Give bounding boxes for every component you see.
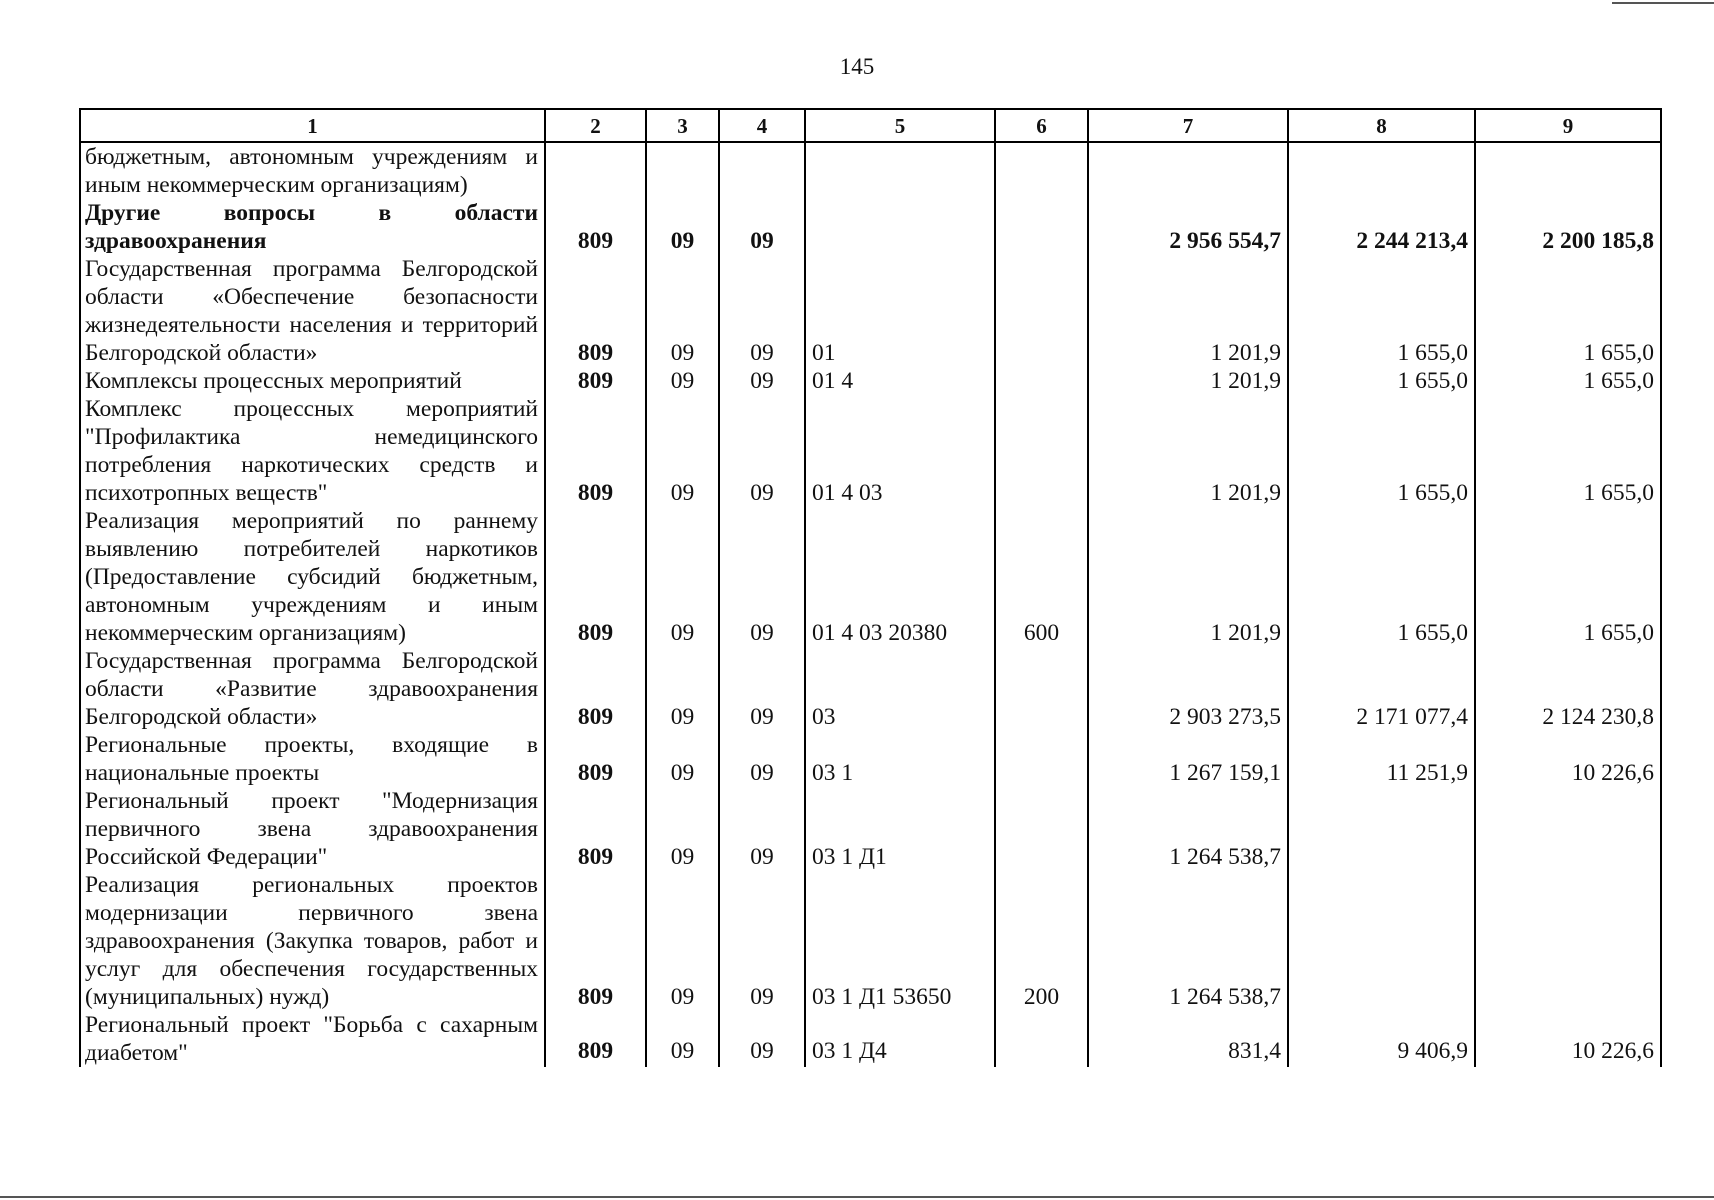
cell-section: 09 xyxy=(646,255,719,367)
row-name: Региональный проект "Борьба с сахарным диабетом" xyxy=(80,1011,545,1067)
cell-amount-col9: 10 226,6 xyxy=(1475,731,1661,787)
cell-subsection: 09 xyxy=(719,731,805,787)
cell-ministry: 809 xyxy=(545,199,646,255)
cell-amount-col8: 11 251,9 xyxy=(1288,731,1475,787)
cell-expense-type xyxy=(995,395,1088,507)
col-header-4: 4 xyxy=(719,109,805,142)
cell-section: 09 xyxy=(646,367,719,395)
cell-amount-col9: 2 124 230,8 xyxy=(1475,647,1661,731)
cell-subsection: 09 xyxy=(719,507,805,647)
table-row xyxy=(80,255,1661,367)
row-name: Комплекс процессных мероприятий "Профилактика немедицинского потребления наркотических средств и психотропных веществ" xyxy=(80,395,545,507)
cell-target-article: 03 1 Д4 xyxy=(805,1011,995,1067)
cell-section: 09 xyxy=(646,507,719,647)
cell-expense-type xyxy=(995,787,1088,871)
cell-subsection: 09 xyxy=(719,395,805,507)
cell-amount-col9: 1 655,0 xyxy=(1475,507,1661,647)
cell-amount-col8: 1 655,0 xyxy=(1288,255,1475,367)
table-row xyxy=(80,367,1661,395)
scan-edge-top-right xyxy=(1612,2,1714,4)
cell-expense-type xyxy=(995,647,1088,731)
cell-amount-col7: 1 264 538,7 xyxy=(1088,787,1288,871)
cell-expense-type xyxy=(995,142,1088,199)
cell-amount-col7: 2 956 554,7 xyxy=(1088,199,1288,255)
cell-amount-col7: 1 267 159,1 xyxy=(1088,731,1288,787)
row-name: Другие вопросы в области здравоохранения xyxy=(80,199,545,255)
cell-amount-col9: 10 226,6 xyxy=(1475,1011,1661,1067)
table-row xyxy=(80,787,1661,871)
cell-section: 09 xyxy=(646,871,719,1011)
cell-amount-col7: 1 201,9 xyxy=(1088,395,1288,507)
cell-subsection: 09 xyxy=(719,1011,805,1067)
cell-amount-col9: 1 655,0 xyxy=(1475,367,1661,395)
cell-section: 09 xyxy=(646,731,719,787)
cell-amount-col7: 831,4 xyxy=(1088,1011,1288,1067)
cell-ministry: 809 xyxy=(545,367,646,395)
cell-amount-col9: 1 655,0 xyxy=(1475,395,1661,507)
col-header-9: 9 xyxy=(1475,109,1661,142)
cell-section xyxy=(646,142,719,199)
cell-section: 09 xyxy=(646,647,719,731)
cell-target-article: 03 xyxy=(805,647,995,731)
cell-amount-col8: 9 406,9 xyxy=(1288,1011,1475,1067)
cell-subsection: 09 xyxy=(719,255,805,367)
cell-ministry: 809 xyxy=(545,647,646,731)
budget-table xyxy=(79,108,1662,1067)
cell-amount-col9 xyxy=(1475,871,1661,1011)
cell-target-article: 01 4 03 20380 xyxy=(805,507,995,647)
page-number: 145 xyxy=(839,54,875,79)
table-row xyxy=(80,647,1661,731)
row-name: Комплексы процессных мероприятий xyxy=(80,367,545,395)
cell-subsection: 09 xyxy=(719,871,805,1011)
table-row xyxy=(80,731,1661,787)
cell-ministry: 809 xyxy=(545,255,646,367)
cell-target-article: 03 1 Д1 53650 xyxy=(805,871,995,1011)
cell-ministry xyxy=(545,142,646,199)
cell-section: 09 xyxy=(646,395,719,507)
cell-amount-col8: 1 655,0 xyxy=(1288,367,1475,395)
cell-subsection: 09 xyxy=(719,199,805,255)
cell-subsection: 09 xyxy=(719,647,805,731)
cell-section: 09 xyxy=(646,1011,719,1067)
header-row xyxy=(80,109,1661,142)
cell-amount-col7: 2 903 273,5 xyxy=(1088,647,1288,731)
col-header-6: 6 xyxy=(995,109,1088,142)
cell-ministry: 809 xyxy=(545,787,646,871)
cell-target-article xyxy=(805,142,995,199)
cell-expense-type xyxy=(995,255,1088,367)
cell-target-article: 01 4 xyxy=(805,367,995,395)
cell-subsection: 09 xyxy=(719,787,805,871)
cell-ministry: 809 xyxy=(545,395,646,507)
cell-amount-col9: 2 200 185,8 xyxy=(1475,199,1661,255)
col-header-7: 7 xyxy=(1088,109,1288,142)
row-name: Государственная программа Белгородской области «Обеспечение безопасности жизнедеятельности населения и территорий Белгородской области» xyxy=(80,255,545,367)
cell-amount-col7: 1 201,9 xyxy=(1088,255,1288,367)
cell-amount-col8: 1 655,0 xyxy=(1288,395,1475,507)
row-name: Региональные проекты, входящие в национальные проекты xyxy=(80,731,545,787)
table-body xyxy=(80,142,1661,1067)
cell-subsection: 09 xyxy=(719,367,805,395)
table-row xyxy=(80,199,1661,255)
cell-amount-col7 xyxy=(1088,142,1288,199)
col-header-2: 2 xyxy=(545,109,646,142)
cell-section: 09 xyxy=(646,787,719,871)
cell-amount-col9 xyxy=(1475,142,1661,199)
cell-ministry: 809 xyxy=(545,871,646,1011)
cell-ministry: 809 xyxy=(545,731,646,787)
table-row xyxy=(80,507,1661,647)
cell-target-article: 01 4 03 xyxy=(805,395,995,507)
cell-target-article: 03 1 Д1 xyxy=(805,787,995,871)
cell-amount-col8 xyxy=(1288,142,1475,199)
row-name: Реализация региональных проектов модернизации первичного звена здравоохранения (Закупка товаров, работ и услуг для обеспечения государственных (муниципальных) нужд) xyxy=(80,871,545,1011)
cell-target-article: 03 1 xyxy=(805,731,995,787)
cell-expense-type xyxy=(995,1011,1088,1067)
col-header-1: 1 xyxy=(80,109,545,142)
cell-target-article: 01 xyxy=(805,255,995,367)
cell-expense-type xyxy=(995,731,1088,787)
scan-edge-bottom xyxy=(0,1196,1714,1198)
table-row xyxy=(80,1011,1661,1067)
cell-amount-col7: 1 201,9 xyxy=(1088,507,1288,647)
cell-expense-type: 200 xyxy=(995,871,1088,1011)
cell-expense-type: 600 xyxy=(995,507,1088,647)
cell-amount-col8 xyxy=(1288,871,1475,1011)
cell-amount-col9 xyxy=(1475,787,1661,871)
cell-amount-col7: 1 264 538,7 xyxy=(1088,871,1288,1011)
col-header-5: 5 xyxy=(805,109,995,142)
cell-section: 09 xyxy=(646,199,719,255)
cell-amount-col7: 1 201,9 xyxy=(1088,367,1288,395)
cell-amount-col8: 1 655,0 xyxy=(1288,507,1475,647)
cell-amount-col8: 2 171 077,4 xyxy=(1288,647,1475,731)
cell-amount-col8 xyxy=(1288,787,1475,871)
row-name: Реализация мероприятий по раннему выявлению потребителей наркотиков (Предоставление субсидий бюджетным, автономным учреждениям и иным некоммерческим организациям) xyxy=(80,507,545,647)
table-row xyxy=(80,142,1661,199)
cell-amount-col9: 1 655,0 xyxy=(1475,255,1661,367)
cell-expense-type xyxy=(995,199,1088,255)
col-header-3: 3 xyxy=(646,109,719,142)
table-row xyxy=(80,871,1661,1011)
cell-ministry: 809 xyxy=(545,1011,646,1067)
table-row xyxy=(80,395,1661,507)
cell-amount-col8: 2 244 213,4 xyxy=(1288,199,1475,255)
row-name: Государственная программа Белгородской области «Развитие здравоохранения Белгородской области» xyxy=(80,647,545,731)
row-name: Региональный проект "Модернизация первичного звена здравоохранения Российской Федерации" xyxy=(80,787,545,871)
cell-ministry: 809 xyxy=(545,507,646,647)
cell-expense-type xyxy=(995,367,1088,395)
cell-target-article xyxy=(805,199,995,255)
col-header-8: 8 xyxy=(1288,109,1475,142)
row-name: бюджетным, автономным учреждениям и иным некоммерческим организациям) xyxy=(80,142,545,199)
cell-subsection xyxy=(719,142,805,199)
